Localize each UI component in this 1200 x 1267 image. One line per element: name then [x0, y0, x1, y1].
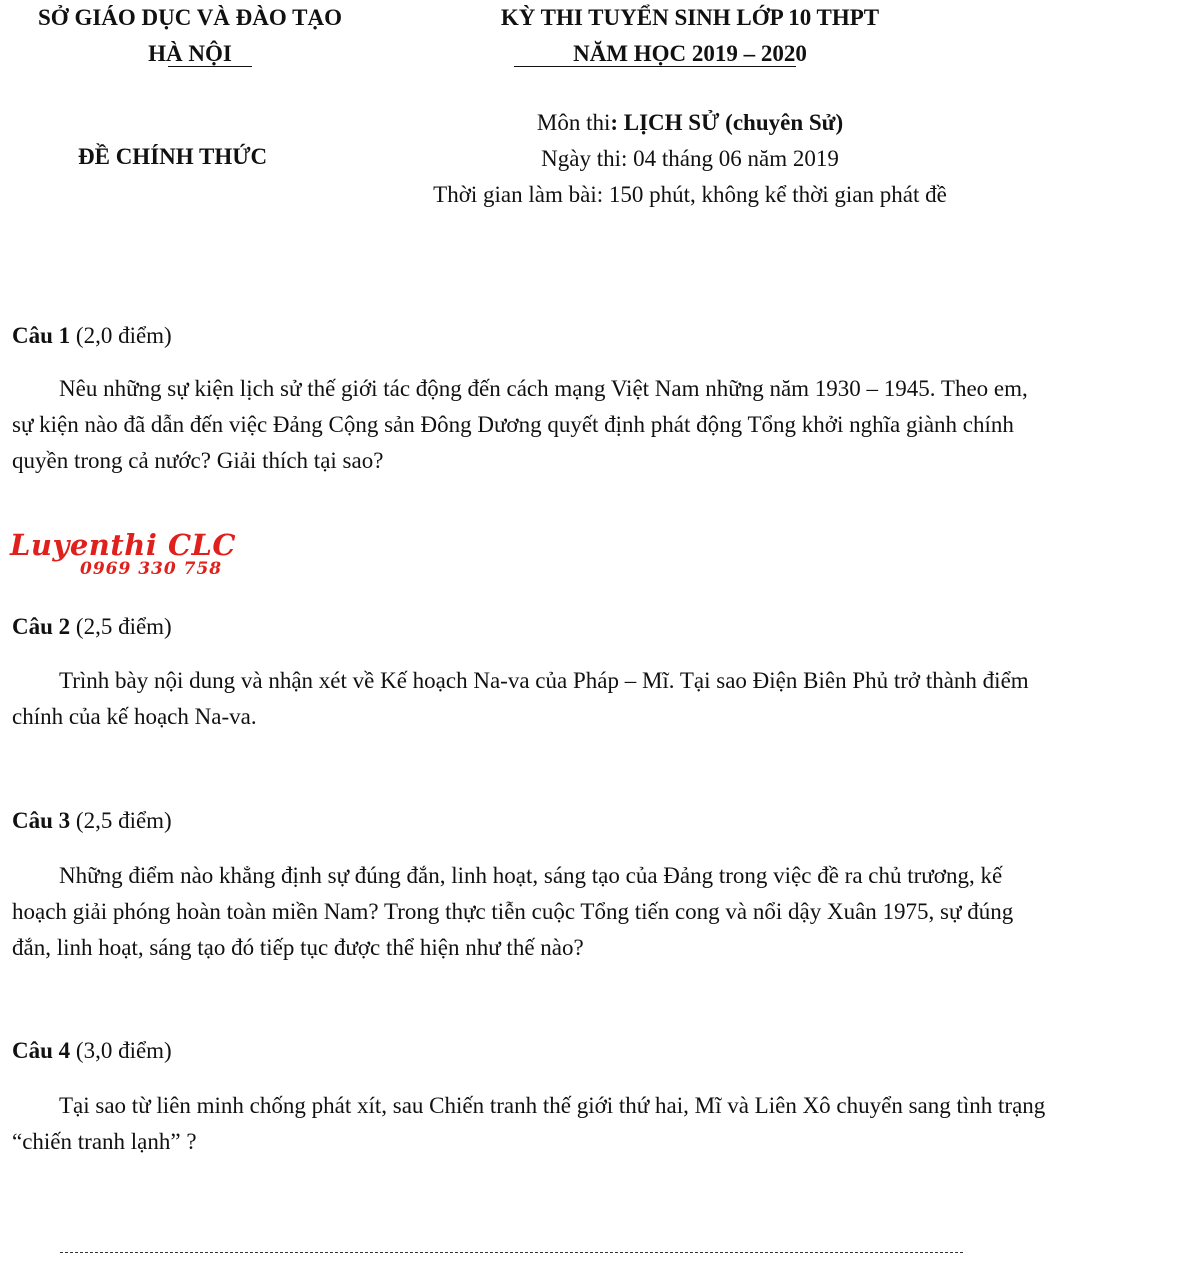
official-label: ĐỀ CHÍNH THỨC — [78, 144, 268, 169]
question-2-text: Trình bày nội dung và nhận xét về Kế hoạch Na-va của Pháp – Mĩ. Tại sao Điện Biên Phủ trở thành điểm chính của kế hoạch Na-va. — [12, 668, 1029, 729]
question-3-text: Những điểm nào khẳng định sự đúng đắn, linh hoạt, sáng tạo của Đảng trong việc đề ra chủ trương, kế hoạch giải phóng hoàn toàn miền Nam? Trong thực tiễn cuộc Tổng tiến cong và nổi dậy Xuân 1975, sự đúng đắn, linh hoạt, sáng tạo đó tiếp tục được thể hiện như thế nào? — [12, 863, 1014, 960]
question-1-title — [12, 319, 172, 353]
question-2-title — [12, 610, 172, 644]
exam-duration: Thời gian làm bài: 150 phút, không kể thời gian phát đề — [433, 182, 947, 207]
exam-title-line-2: NĂM HỌC 2019 – 2020 — [573, 41, 807, 66]
question-1-points: (2,0 điểm) — [75, 323, 172, 348]
exam-info — [380, 105, 1000, 213]
question-2-label: Câu 2 — [12, 614, 71, 639]
exam-subject-value: : LỊCH SỬ (chuyên Sử) — [610, 110, 844, 135]
department-line-2: HÀ NỘI — [148, 41, 232, 66]
department-header — [0, 0, 380, 67]
department-line-1: SỞ GIÁO DỤC VÀ ĐÀO TẠO — [38, 5, 342, 30]
question-4-label: Câu 4 — [12, 1038, 71, 1063]
question-3-title — [12, 804, 172, 838]
question-2-points: (2,5 điểm) — [75, 614, 172, 639]
exam-subject-prefix: Môn thi — [536, 110, 611, 135]
logo-brand: Luyenthi CLC — [10, 528, 237, 562]
footer-dashed-line — [60, 1252, 963, 1253]
logo-phone: 0969 330 758 — [80, 559, 223, 579]
exam-title-header — [440, 0, 940, 67]
exam-title-line-1: KỲ THI TUYỂN SINH LỚP 10 THPT — [500, 5, 880, 30]
exam-subject — [380, 105, 1000, 141]
question-4-title — [12, 1034, 172, 1068]
exam-date: Ngày thi: 04 tháng 06 năm 2019 — [541, 146, 839, 171]
question-1-label: Câu 1 — [12, 323, 71, 348]
question-4-text: Tại sao từ liên minh chống phát xít, sau Chiến tranh thế giới thứ hai, Mĩ và Liên Xô chuyển sang tình trạng “chiến tranh lạnh” ? — [12, 1093, 1046, 1154]
question-4-points: (3,0 điểm) — [75, 1038, 172, 1063]
luyenthi-logo — [10, 528, 280, 588]
question-3-points: (2,5 điểm) — [75, 808, 172, 833]
question-1-text: Nêu những sự kiện lịch sử thế giới tác động đến cách mạng Việt Nam những năm 1930 – 1945. Theo em, sự kiện nào đã dẫn đến việc Đảng Cộng sản Đông Dương quyết định phát động Tổng khởi nghĩa giành chính quyền trong cả nước? Giải thích tại sao? — [12, 376, 1028, 473]
question-3-label: Câu 3 — [12, 808, 71, 833]
